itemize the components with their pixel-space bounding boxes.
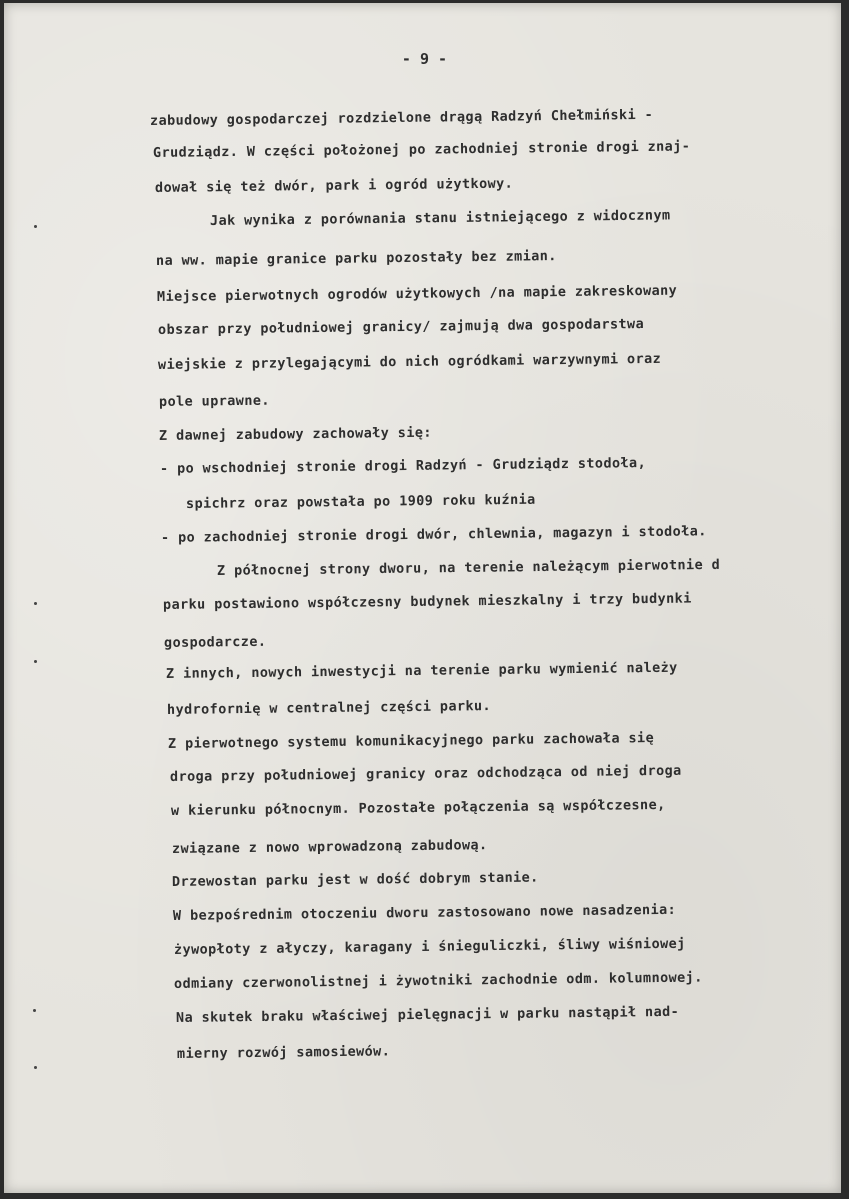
text-line: pole uprawne. (158, 392, 270, 410)
text-line: obszar przy południowej granicy/ zajmują dwa gospodarstwa (157, 316, 645, 338)
punch-mark (34, 1066, 37, 1069)
text-line: Z pierwotnego systemu komunikacyjnego parku zachowała się (167, 730, 655, 752)
text-line: droga przy południowej granicy oraz odchodząca od niej droga (169, 762, 682, 785)
text-line: Z dawnej zabudowy zachowały się: (158, 424, 432, 444)
text-line: odmiany czerwonolistnej i żywotniki zachodnie odm. kolumnowej. (173, 969, 703, 992)
text-line: w kierunku północnym. Pozostałe połączenia są współczesne, (170, 796, 666, 819)
text-line: W bezpośrednim otoczeniu dworu zastosowano nowe nasadzenia: (172, 901, 677, 924)
text-line: Jak wynika z porównania stanu istniejącego z widocznym (209, 207, 671, 229)
punch-mark (34, 225, 37, 228)
text-line: związane z nowo wprowadzoną zabudową. (171, 837, 488, 857)
text-line: Miejsce pierwotnych ogrodów użytkowych /na mapie zakreskowany (156, 282, 678, 305)
text-line: gospodarcze. (163, 633, 267, 651)
text-line: Drzewostan parku jest w dość dobrym stanie. (171, 869, 539, 890)
text-line: Grudziądz. W części położonej po zachodniej stronie drogi znaj- (152, 138, 691, 161)
text-line: Na skutek braku właściwej pielęgnacji w parku nastąpił nad- (175, 1003, 680, 1026)
text-line: dował się też dwór, park i ogród użytkowy. (154, 175, 514, 196)
text-line: wiejskie z przylegającymi do nich ogródkami warzywnymi oraz (157, 350, 662, 373)
text-line: żywopłoty z ałyczy, karagany i śnieguliczki, śliwy wiśniowej (173, 935, 686, 958)
text-line: hydrofornię w centralnej części parku. (166, 698, 492, 718)
text-line: - po zachodniej stronie drogi dwór, chlewnia, magazyn i stodoła. (160, 523, 707, 546)
text-line: na ww. mapie granice parku pozostały bez zmian. (155, 248, 557, 269)
punch-mark (34, 602, 37, 605)
punch-mark (34, 660, 37, 663)
text-line: - po wschodniej stronie drogi Radzyń - Grudziądz stodoła, (159, 455, 647, 477)
text-line: spichrz oraz powstała po 1909 roku kuźnia (185, 491, 536, 512)
punch-mark (33, 1009, 36, 1012)
text-line: parku postawiono współczesny budynek mieszkalny i trzy budynki (162, 590, 692, 613)
text-line: Z innych, nowych inwestycji na terenie parku wymienić należy (165, 659, 678, 682)
page-number: - 9 - (401, 50, 448, 68)
text-line: mierny rozwój samosiewów. (176, 1043, 391, 1062)
text-line: Z północnej strony dworu, na terenie należącym pierwotnie d (216, 556, 721, 579)
text-line: zabudowy gospodarczej rozdzielone drągą Radzyń Chełmiński - (149, 106, 654, 129)
